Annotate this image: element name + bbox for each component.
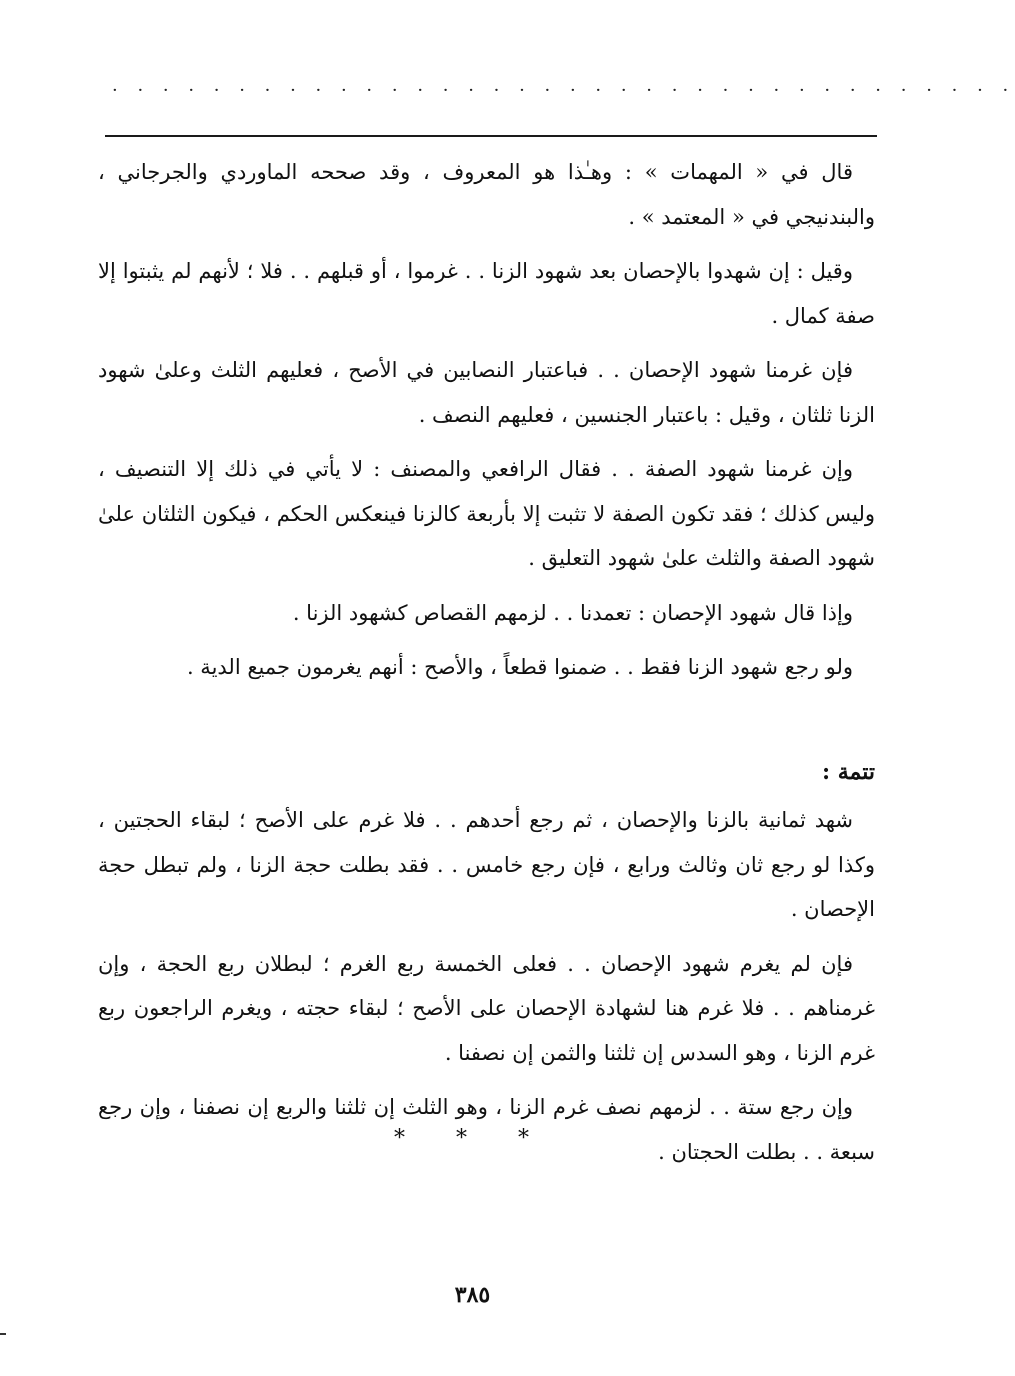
- paragraph: فإن غرمنا شهود الإحصان . . فباعتبار النصابين في الأصح ، فعليهم الثلث وعلىٰ شهود الزنا ثلثان ، وقيل : باعتبار الجنسين ، فعليهم النصف .: [98, 358, 875, 427]
- page-number: ٣٨٥: [454, 1282, 491, 1308]
- section-divider-stars: * * *: [394, 1126, 551, 1151]
- section-heading: تتمة :: [821, 758, 875, 785]
- page-body: [98, 150, 875, 1184]
- header-dotted-line: · · · · · · · · · · · · · · · · · · · · · · · · · · · · · · · · · · · ·: [112, 80, 1015, 101]
- paragraph: وإذا قال شهود الإحصان : تعمدنا . . لزمهم القصاص كشهود الزنا .: [292, 600, 853, 625]
- paragraph: وقيل : إن شهدوا بالإحصان بعد شهود الزنا . . غرموا ، أو قبلهم . . فلا ؛ لأنهم لم يثبتوا إلا صفة كمال .: [98, 259, 875, 328]
- paragraph: وإن غرمنا شهود الصفة . . فقال الرافعي والمصنف : لا يأتي في ذلك إلا التنصيف ، وليس كذلك ؛ فقد تكون الصفة لا تثبت إلا بأربعة كالزنا فينعكس الحكم ، فيكون الثلثان علىٰ شهود الصفة والثلث علىٰ شهود التعليق .: [98, 457, 875, 570]
- paragraph: قال في « المهمات » : وهـٰذا هو المعروف ، وقد صححه الماوردي والجرجاني ، والبندنيجي في « المعتمد » .: [98, 160, 875, 229]
- scan-edge-mark: [0, 1333, 6, 1335]
- paragraph: فإن لم يغرم شهود الإحصان . . فعلى الخمسة ربع الغرم ؛ لبطلان ربع الحجة ، وإن غرمناهم . . فلا غرم هنا لشهادة الإحصان على الأصح ؛ لبقاء حجته ، ويغرم الراجعون ربع غرم الزنا ، وهو السدس إن ثلثنا والثمن إن نصفنا .: [98, 951, 875, 1065]
- header-rule: [105, 135, 877, 137]
- paragraph: وإن رجع ستة . . لزمهم نصف غرم الزنا ، وهو الثلث إن ثلثنا والربع إن نصفنا ، وإن رجع سبعة . . بطلت الحجتان .: [98, 1095, 875, 1164]
- paragraph: شهد ثمانية بالزنا والإحصان ، ثم رجع أحدهم . . فلا غرم على الأصح ؛ لبقاء الحجتين ، وكذا لو رجع ثان وثالث ورابع ، فإن رجع خامس . . فقد بطلت حجة الزنا ، ولم تبطل حجة الإحصان .: [98, 808, 875, 921]
- paragraph: ولو رجع شهود الزنا فقط . . ضمنوا قطعاً ، والأصح : أنهم يغرمون جميع الدية .: [186, 655, 853, 679]
